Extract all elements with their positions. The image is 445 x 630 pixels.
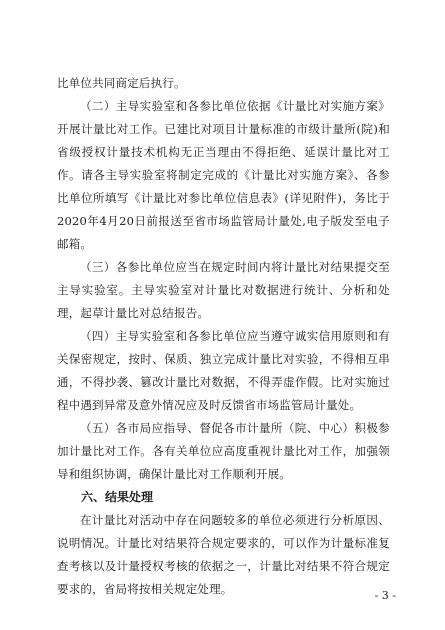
page-number: - 3 - — [374, 589, 396, 602]
paragraph-item-5: （五）各市局应指导、督促各市计量所（院、中心）积极参加计量比对工作。各有关单位应高度重视计量比对工作，加强领导和组织协调，确保计量比对工作顺利开展。 — [57, 421, 390, 481]
section-heading-results: 六、结果处理 — [81, 490, 154, 504]
paragraph-results: 在计量比对活动中存在问题较多的单位必须进行分析原因、说明情况。计量比对结果符合规定要求的，可以作为计量标准复查考核以及计量授权考核的依据之一，计量比对结果不符合规定要求的，省局将按相关规定处理。 — [57, 513, 390, 596]
paragraph-item-2: （二）主导实验室和各参比单位依据《计量比对实施方案》开展计量比对工作。已建比对项目计量标准的市级计量所(院)和省级授权计量技术机构无正当理由不得拒绝、延误计量比对工作。请各主导实验室将制定完成的《计量比对实施方案》、各参比单位所填写《计量比对参比单位信息表》(详见附件)，务比于2020年4月20日前报送至省市场监管局计量处,电子版发至电子邮箱。 — [57, 99, 390, 251]
document-body — [57, 72, 390, 601]
paragraph-item-3: （三）各参比单位应当在规定时间内将计量比对结果提交至主导实验室。主导实验室对计量比对数据进行统计、分析和处理，起草计量比对总结报告。 — [57, 260, 390, 320]
paragraph-item-4: （四）主导实验室和各参比单位应当遵守诚实信用原则和有关保密规定，按时、保质、独立完成计量比对实验，不得相互串通，不得抄袭、篡改计量比对数据，不得弄虚作假。比对实施过程中遇到异常及意外情况应及时反馈省市场监管局计量处。 — [57, 329, 390, 412]
paragraph-continuation: 比单位共同商定后执行。 — [57, 76, 186, 90]
